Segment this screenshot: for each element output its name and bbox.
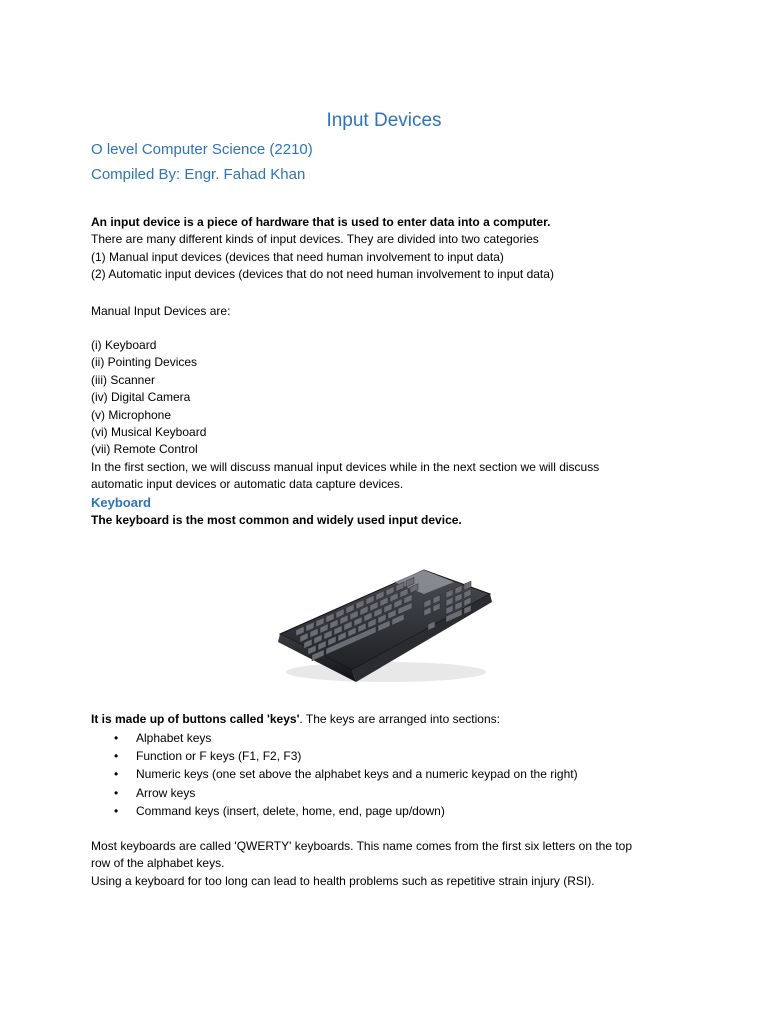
category-manual: (1) Manual input devices (devices that need human involvement to input data)	[91, 249, 504, 264]
list-item: (vi) Musical Keyboard	[91, 425, 207, 440]
keyboard-section-header	[91, 494, 691, 530]
section-note-line-1: In the first section, we will discuss manual input devices while in the next section we will discuss	[91, 459, 600, 474]
bullet-icon: •	[114, 749, 119, 764]
bullet-icon: •	[114, 803, 119, 818]
bullet-icon: •	[114, 767, 119, 782]
manual-heading: Manual Input Devices are:	[91, 304, 231, 318]
list-item: (i) Keyboard	[91, 338, 157, 352]
page-title: Input Devices	[326, 110, 442, 131]
keys-intro	[91, 711, 691, 728]
keyboard-image	[274, 542, 496, 702]
qwerty-paragraph	[91, 838, 691, 890]
list-item: • Command keys (insert, delete, home, end, page up/down)	[91, 802, 578, 820]
definition-text: An input device is a piece of hardware that is used to enter data into a computer.	[91, 215, 551, 229]
qwerty-line-1: Most keyboards are called 'QWERTY' keyboards. This name comes from the first six letters on the top	[91, 839, 633, 853]
bullet-icon: •	[114, 731, 119, 745]
intro-paragraph	[91, 214, 691, 284]
rsi-line: Using a keyboard for too long can lead to health problems such as repetitive strain injury (RSI).	[91, 873, 595, 888]
manual-heading-block	[91, 303, 691, 320]
section-note-line-2: automatic input devices or automatic data capture devices.	[91, 477, 404, 492]
bullet-icon: •	[114, 785, 119, 800]
author-subtitle: Compiled By: Engr. Fahad Khan	[91, 166, 306, 183]
list-item: • Numeric keys (one set above the alphabet keys and a numeric keypad on the right)	[91, 765, 578, 783]
qwerty-line-2: row of the alphabet keys.	[91, 856, 225, 871]
list-item: (vii) Remote Control	[91, 442, 198, 457]
list-item: • Alphabet keys	[91, 729, 578, 747]
list-item: • Arrow keys	[91, 784, 578, 802]
keys-intro-rest: . The keys are arranged into sections:	[299, 712, 500, 726]
manual-list	[91, 337, 691, 494]
list-item: (iv) Digital Camera	[91, 390, 191, 405]
categories-text: There are many different kinds of input devices. They are divided into two categories	[91, 232, 539, 247]
category-automatic: (2) Automatic input devices (devices that do not need human involvement to input data)	[91, 267, 554, 282]
key-sections-list	[91, 729, 578, 820]
list-item: (iii) Scanner	[91, 372, 156, 387]
keyboard-lead: The keyboard is the most common and widely used input device.	[91, 513, 462, 528]
list-item: (ii) Pointing Devices	[91, 355, 198, 370]
keys-intro-bold: It is made up of buttons called 'keys'	[91, 712, 300, 726]
list-item: (v) Microphone	[91, 407, 172, 422]
keyboard-heading: Keyboard	[91, 495, 151, 510]
list-item: • Function or F keys (F1, F2, F3)	[91, 747, 578, 765]
course-subtitle: O level Computer Science (2210)	[91, 141, 313, 158]
